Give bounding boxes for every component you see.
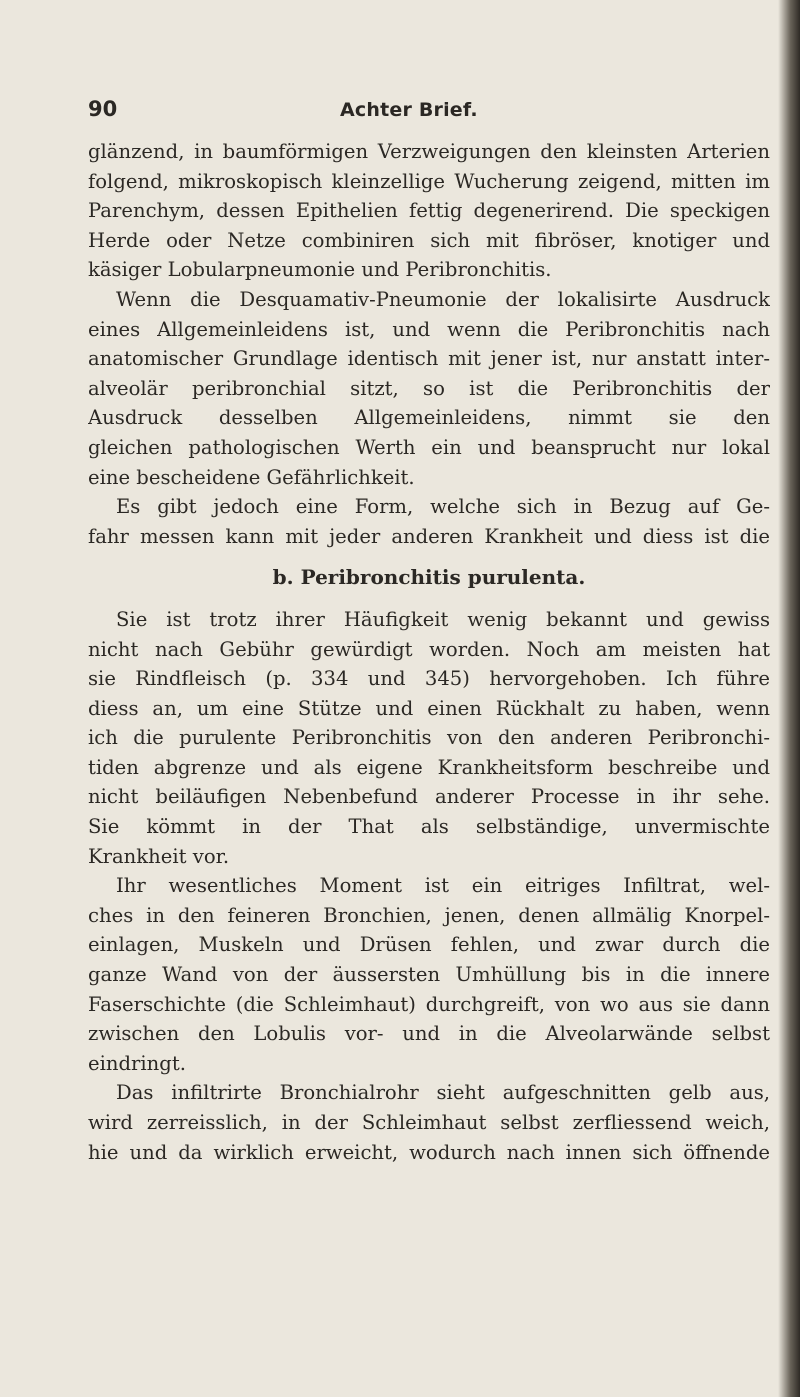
- text-line: zwischen den Lobulis vor- und in die Alveolarwände selbst: [88, 1022, 770, 1046]
- text-line: alveolär peribronchial sitzt, so ist die Peribronchitis der: [88, 376, 770, 400]
- text-line: nicht nach Gebühr gewürdigt worden. Noch am meisten hat: [88, 637, 770, 661]
- text-line: tiden abgrenze und als eigene Krankheitsform beschreibe und: [88, 755, 770, 779]
- text-line: käsiger Lobularpneumonie und Peribronchitis.: [88, 258, 552, 282]
- text-line: diess an, um eine Stütze und einen Rückhalt zu haben, wenn: [88, 696, 770, 720]
- text-line: Ihr wesentliches Moment ist ein eitriges Infiltrat, wel-: [116, 874, 770, 898]
- text-line: Ausdruck desselben Allgemeinleidens, nimmt sie den: [88, 406, 770, 430]
- text-line: hie und da wirklich erweicht, wodurch nach innen sich öffnende: [88, 1140, 770, 1164]
- page-number: 90: [88, 97, 118, 121]
- text-line: eine bescheidene Gefährlichkeit.: [88, 465, 415, 489]
- text-line: ches in den feineren Bronchien, jenen, denen allmälig Knorpel-: [88, 903, 770, 927]
- text-line: nicht beiläufigen Nebenbefund anderer Processe in ihr sehe.: [88, 785, 770, 809]
- page-header: [0, 97, 800, 131]
- text-line: Herde oder Netze combiniren sich mit fibröser, knotiger und: [88, 228, 770, 252]
- text-line: wird zerreisslich, in der Schleimhaut selbst zerfliessend weich,: [88, 1111, 770, 1134]
- body-text: [88, 137, 770, 1167]
- text-line: Parenchym, dessen Epithelien fettig degenerirend. Die speckigen: [88, 199, 770, 223]
- text-line: folgend, mikroskopisch kleinzellige Wucherung zeigend, mitten im: [88, 169, 770, 193]
- text-line: einlagen, Muskeln und Drüsen fehlen, und zwar durch die: [88, 933, 770, 957]
- text-line: sie Rindfleisch (p. 334 und 345) hervorgehoben. Ich führe: [88, 667, 770, 691]
- text-line: ich die purulente Peribronchitis von den anderen Peribronchi-: [88, 726, 770, 750]
- text-line: Sie ist trotz ihrer Häufigkeit wenig bekannt und gewiss: [116, 607, 770, 631]
- running-title: Achter Brief.: [340, 99, 478, 121]
- text-line: glänzend, in baumförmigen Verzweigungen den kleinsten Arterien: [88, 140, 770, 163]
- text-line: gleichen pathologischen Werth ein und beansprucht nur lokal: [88, 435, 770, 459]
- text-line: Das infiltrirte Bronchialrohr sieht aufgeschnitten gelb aus,: [116, 1081, 770, 1105]
- text-line: ganze Wand von der äussersten Umhüllung bis in die innere: [88, 963, 770, 987]
- section-heading: b. Peribronchitis purulenta.: [272, 565, 586, 590]
- text-line: eines Allgemeinleidens ist, und wenn die Peribronchitis nach: [88, 317, 770, 341]
- text-line: anatomischer Grundlage identisch mit jener ist, nur anstatt inter-: [88, 347, 770, 371]
- text-line: Sie kömmt in der That als selbständige, unvermischte: [88, 815, 770, 839]
- text-line: fahr messen kann mit jeder anderen Krankheit und diess ist die: [88, 524, 770, 548]
- text-line: Krankheit vor.: [88, 844, 230, 868]
- text-line: eindringt.: [88, 1051, 186, 1075]
- text-line: Es gibt jedoch eine Form, welche sich in Bezug auf Ge-: [116, 495, 770, 519]
- text-line: Faserschichte (die Schleimhaut) durchgreift, von wo aus sie dann: [88, 992, 770, 1016]
- text-line: Wenn die Desquamativ-Pneumonie der lokalisirte Ausdruck: [116, 287, 770, 311]
- page-edge-shadow: [778, 0, 800, 1397]
